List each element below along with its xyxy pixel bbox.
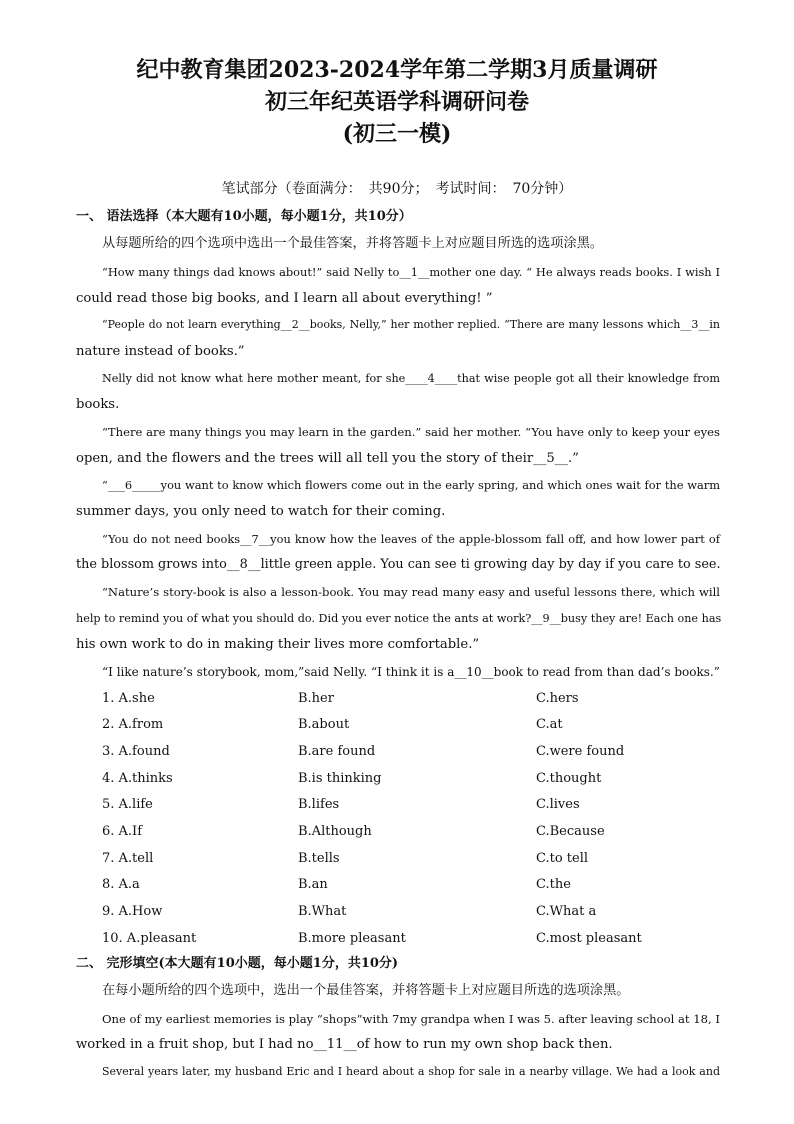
option-a: 3. A.found xyxy=(102,744,170,759)
option-a: 7. A.tell xyxy=(102,851,154,866)
option-a: 8. A.a xyxy=(102,877,140,892)
option-b: B.are found xyxy=(298,744,376,759)
option-c: C.to tell xyxy=(536,851,589,866)
section1-heading: 一、 语法选择（本大题有10小题，每小题1分，共10分） xyxy=(76,209,412,224)
option-b: B.is thinking xyxy=(298,771,382,786)
passage-line: “___6_____you want to know which flowers come out in the early spring, and which ones wait for the warm xyxy=(102,478,720,492)
section2-heading: 二、 完形填空(本大题有10小题，每小题1分，共10分) xyxy=(76,956,399,971)
passage-line: books. xyxy=(76,397,120,412)
option-c: C.hers xyxy=(536,691,579,706)
exam-info: 笔试部分（卷面满分： 共90分； 考试时间： 70分钟） xyxy=(221,181,573,197)
section2-instruction: 在每小题所给的四个选项中，选出一个最佳答案，并将答题卡上对应题目所选的选项涂黑。 xyxy=(102,983,630,998)
passage-line: “How many things dad knows about!” said Nelly to__1__mother one day. “ He always reads books. I wish I xyxy=(102,265,720,279)
option-c: C.lives xyxy=(536,797,580,812)
passage-line: could read those big books, and I learn all about everything! ” xyxy=(76,291,493,306)
option-a: 4. A.thinks xyxy=(102,771,173,786)
passage-line: “You do not need books__7__you know how the leaves of the apple-blossom fall off, and how lower part of xyxy=(102,532,720,546)
option-b: B.tells xyxy=(298,851,340,866)
passage-line: One of my earliest memories is play “shops”with 7my grandpa when I was 5. after leaving school at 18, I xyxy=(102,1012,720,1026)
option-c: C.were found xyxy=(536,744,625,759)
passage-line: open, and the flowers and the trees will all tell you the story of their__5__.” xyxy=(76,451,579,466)
exam-title: 纪中教育集团2023-2024学年第二学期3月质量调研 xyxy=(136,57,658,83)
passage-line: “Nature’s story-book is also a lesson-book. You may read many easy and useful lessons there, which will xyxy=(102,585,720,599)
exam-subtitle-note: (初三一模) xyxy=(342,121,452,147)
option-b: B.more pleasant xyxy=(298,931,406,946)
passage-line: the blossom grows into__8__little green apple. You can see ti growing day by day if you care to see. xyxy=(76,557,721,572)
option-b: B.her xyxy=(298,691,334,706)
passage-line: his own work to do in making their lives more comfortable.” xyxy=(76,637,480,652)
option-b: B.about xyxy=(298,717,350,732)
option-a: 2. A.from xyxy=(102,717,164,732)
passage-line: “I like nature’s storybook, mom,”said Nelly. “I think it is a__10__book to read from than dad’s books.” xyxy=(102,665,720,679)
option-c: C.thought xyxy=(536,771,602,786)
option-b: B.Although xyxy=(298,824,372,839)
exam-subtitle: 初三年纪英语学科调研问卷 xyxy=(264,89,529,115)
passage-line: worked in a fruit shop, but I had no__11__of how to run my own shop back then. xyxy=(76,1037,613,1052)
option-c: C.What a xyxy=(536,904,597,919)
passage-line: Several years later, my husband Eric and I heard about a shop for sale in a nearby village. We had a look and xyxy=(102,1065,720,1078)
option-c: C.at xyxy=(536,717,563,732)
option-b: B.lifes xyxy=(298,797,340,812)
section1-instruction: 从每题所给的四个选项中选出一个最佳答案，并将答题卡上对应题目所选的选项涂黑。 xyxy=(102,236,604,251)
passage-line: Nelly did not know what here mother meant, for she____4____that wise people got all their knowledge from xyxy=(102,372,720,385)
passage-line: “People do not learn everything__2__books, Nelly,” her mother replied. “There are many lessons which__3__in xyxy=(102,318,720,331)
option-c: C.Because xyxy=(536,824,605,839)
passage-line: summer days, you only need to watch for their coming. xyxy=(76,504,446,519)
passage-line: “There are many things you may learn in the garden.” said her mother. “You have only to keep your eyes xyxy=(102,425,720,439)
passage-line: nature instead of books.” xyxy=(76,344,245,359)
option-a: 1. A.she xyxy=(102,691,155,706)
passage-line: help to remind you of what you should do. Did you ever notice the ants at work?__9__busy they are! Each one has xyxy=(76,612,722,625)
option-b: B.What xyxy=(298,904,347,919)
option-c: C.most pleasant xyxy=(536,931,642,946)
option-c: C.the xyxy=(536,877,571,892)
option-a: 5. A.life xyxy=(102,797,153,812)
option-a: 9. A.How xyxy=(102,904,163,919)
option-b: B.an xyxy=(298,877,328,892)
option-a: 10. A.pleasant xyxy=(102,931,197,946)
option-a: 6. A.If xyxy=(102,824,143,839)
